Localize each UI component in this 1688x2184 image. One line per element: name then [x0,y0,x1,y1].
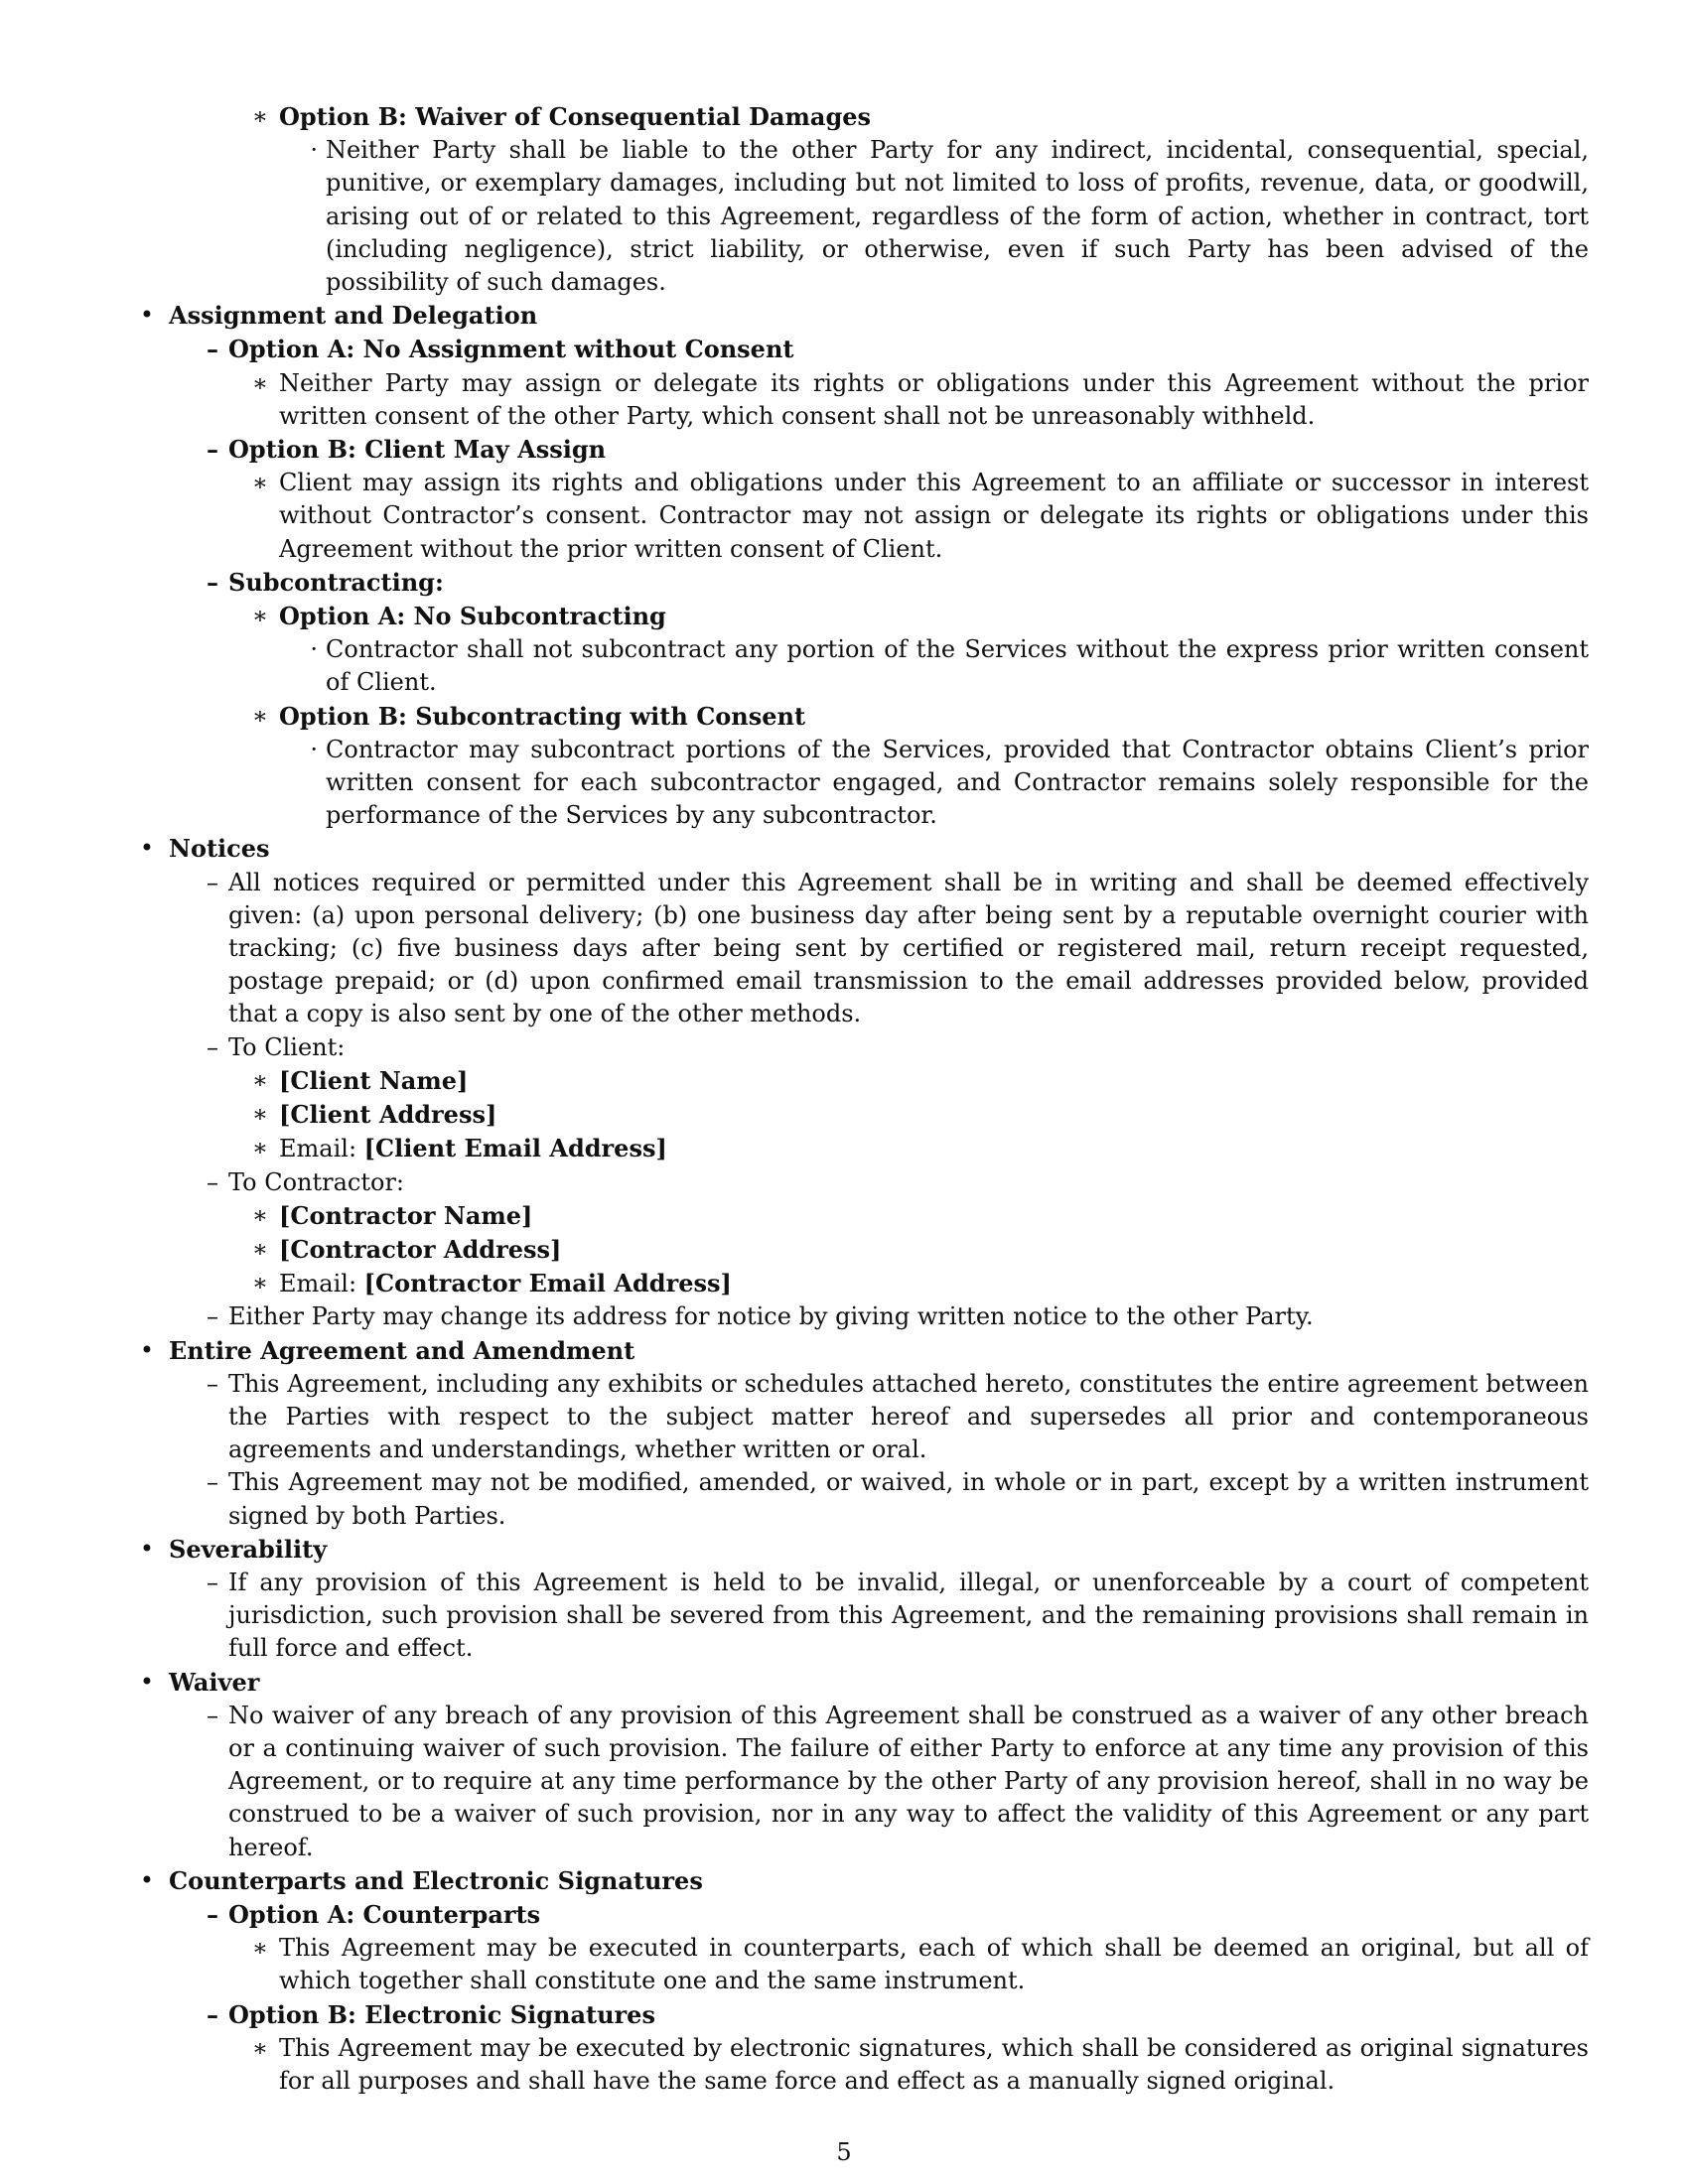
asterisk-bullet-icon: ∗ [251,469,268,497]
section-heading: Counterparts and Electronic Signatures [169,1865,703,1895]
list-item [137,467,1589,566]
asterisk-bullet-icon: ∗ [251,368,268,397]
list-item [137,1932,1589,1997]
clause-text: Neither Party shall be liable to the other Party for any indirect, incidental, consequential, special, punitive, or exemplary damages, including but not limited to loss of profits, revenue, data, or goodwill, arising out of or related to this Agreement, regardless of the form of action, whether in contract, tort (including negligence), strict liability, or otherwise, even if such Party has been advised of the possibility of such damages. [326,136,1589,297]
placeholder-field: [Client Name] [279,1065,469,1095]
list-item [137,333,1589,366]
section-heading: Severability [169,1534,328,1564]
bullet-icon: • [139,1667,155,1696]
asterisk-bullet-icon: ∗ [251,602,268,630]
section-heading: Waiver [169,1667,260,1697]
dash-bullet-icon: – [207,1568,218,1596]
dash-bullet-icon: – [207,1369,218,1398]
list-item [137,1998,1589,2032]
placeholder-field: [Contractor Email Address] [363,1269,732,1298]
dash-bullet-icon: – [207,1468,218,1497]
section-heading: Notices [169,834,270,864]
bullet-icon: • [139,834,155,863]
list-item [137,134,1589,299]
placeholder-field: [Contractor Address] [279,1234,562,1264]
list-item [137,1267,1589,1300]
list-item [137,433,1589,467]
placeholder-field: [Client Address] [279,1100,497,1130]
dash-bullet-icon: – [207,1167,218,1196]
email-label: Email: [279,1135,357,1163]
asterisk-bullet-icon: ∗ [251,1100,268,1129]
list-item [137,600,1589,633]
asterisk-bullet-icon: ∗ [251,1134,268,1162]
clause-text: If any provision of this Agreement is held to be invalid, illegal, or unenforceable by a court of competent jurisdiction, such provision shall be severed from this Agreement, and the remaining provisions shall remain in full force and effect. [228,1568,1589,1663]
asterisk-bullet-icon: ∗ [251,1065,268,1094]
section-item-assignment [137,299,1589,333]
asterisk-bullet-icon: ∗ [251,1234,268,1263]
list-item [137,1132,1589,1165]
list-item [137,633,1589,699]
dash-bullet-icon: – [207,1899,218,1929]
clause-text: Contractor may subcontract portions of the Services, provided that Contractor obtains Client’s prior written consent for each subcontractor engaged, and Contractor remains solely responsible for the performance of the Services by any subcontractor. [326,735,1589,830]
bullet-icon: • [139,1534,155,1563]
section-item-entire-agreement [137,1334,1589,1368]
list-item [137,700,1589,734]
clause-text: Contractor shall not subcontract any portion of the Services without the express prior written consent of Client. [326,635,1589,697]
clause-text: All notices required or permitted under this Agreement shall be in writing and shall be deemed effectively given: (a) upon personal delivery; (b) one business day after being sent by a reputable overnight courier with tracking; (c) five business days after being sent by certified or registered mail, return receipt requested, postage prepaid; or (d) upon confirmed email transmission to the email addresses provided below, provided that a copy is also sent by one of the other methods. [228,868,1589,1028]
list-item [137,1031,1589,1064]
placeholder-field: [Client Email Address] [363,1134,667,1163]
list-item [137,367,1589,433]
list-item [137,566,1589,600]
option-heading: Option A: No Assignment without Consent [228,335,794,364]
section-item-notices [137,832,1589,866]
option-heading: Option B: Electronic Signatures [228,1999,655,2029]
option-heading: Option A: No Subcontracting [279,602,666,631]
option-heading: Option B: Subcontracting with Consent [279,701,806,731]
dash-bullet-icon: – [207,1302,218,1331]
asterisk-bullet-icon: ∗ [251,1269,268,1297]
recipient-label: To Client: [228,1032,346,1061]
asterisk-bullet-icon: ∗ [251,102,268,130]
list-item [137,1300,1589,1333]
clause-text: This Agreement may not be modified, amended, or waived, in whole or in part, except by a written instrument signed by both Parties. [228,1468,1589,1530]
list-item [137,1064,1589,1098]
option-heading: Option B: Client May Assign [228,435,607,465]
subsection-heading: Subcontracting: [228,567,444,597]
section-heading: Entire Agreement and Amendment [169,1335,635,1365]
section-heading: Assignment and Delegation [169,301,538,331]
clause-text: No waiver of any breach of any provision of this Agreement shall be construed as a waiver of any other breach or a continuing waiver of such provision. The failure of either Party to enforce at any time any provision of this Agreement, or to require at any time performance by the other Party of any provision hereof, shall in no way be construed to be a waiver of such provision, nor in any way to affect the validity of this Agreement or any part hereof. [228,1701,1589,1861]
dash-bullet-icon: – [207,567,218,597]
dot-bullet-icon: · [310,136,318,165]
clause-text: Client may assign its rights and obligations under this Agreement to an affiliate or successor in interest without Contractor’s consent. Contractor may not assign or delegate its rights or obligations under this Agreement without the prior written consent of Client. [279,469,1589,563]
bullet-icon: • [139,1865,155,1894]
asterisk-bullet-icon: ∗ [251,701,268,730]
list-item [137,1700,1589,1864]
list-item [137,1166,1589,1199]
dash-bullet-icon: – [207,1999,218,2029]
dash-bullet-icon: – [207,1701,218,1729]
dash-bullet-icon: – [207,1032,218,1061]
section-item-counterparts [137,1864,1589,1898]
document-content [137,100,1589,2098]
option-heading: Option B: Waiver of Consequential Damages [279,102,872,131]
dot-bullet-icon: · [310,635,318,664]
list-item [137,100,1589,134]
asterisk-bullet-icon: ∗ [251,1934,268,1963]
placeholder-field: [Contractor Name] [279,1200,533,1230]
asterisk-bullet-icon: ∗ [251,1200,268,1229]
list-item [137,1368,1589,1467]
list-item [137,1199,1589,1233]
list-item [137,1898,1589,1932]
list-item [137,1466,1589,1532]
clause-text: This Agreement may be executed by electronic signatures, which shall be considered as original signatures for all purposes and shall have the same force and effect as a manually signed original. [279,2033,1589,2095]
clause-text: This Agreement may be executed in counterparts, each of which shall be deemed an original, but all of which together shall constitute one and the same instrument. [279,1934,1589,1995]
recipient-label: To Contractor: [228,1167,405,1196]
list-item [137,2032,1589,2098]
email-label: Email: [279,1270,357,1298]
dash-bullet-icon: – [207,868,218,896]
dash-bullet-icon: – [207,435,218,465]
clause-text: Neither Party may assign or delegate its rights or obligations under this Agreement without the prior written consent of the other Party, which consent shall not be unreasonably withheld. [279,368,1589,430]
list-item [137,1233,1589,1267]
dot-bullet-icon: · [310,735,318,763]
list-item [137,734,1589,833]
bullet-icon: • [139,301,155,330]
option-heading: Option A: Counterparts [228,1899,541,1929]
list-item [137,1567,1589,1666]
section-item-severability [137,1533,1589,1567]
clause-text: Either Party may change its address for notice by giving written notice to the other Party. [228,1302,1314,1331]
section-item-waiver [137,1666,1589,1700]
list-item [137,867,1589,1031]
page-number: 5 [836,2138,852,2166]
asterisk-bullet-icon: ∗ [251,2033,268,2062]
clause-text: This Agreement, including any exhibits or schedules attached hereto, constitutes the entire agreement between the Parties with respect to the subject matter hereof and supersedes all prior and contemporaneous agreements and understandings, whether written or oral. [228,1369,1589,1464]
dash-bullet-icon: – [207,335,218,364]
bullet-icon: • [139,1335,155,1364]
list-item [137,1098,1589,1132]
